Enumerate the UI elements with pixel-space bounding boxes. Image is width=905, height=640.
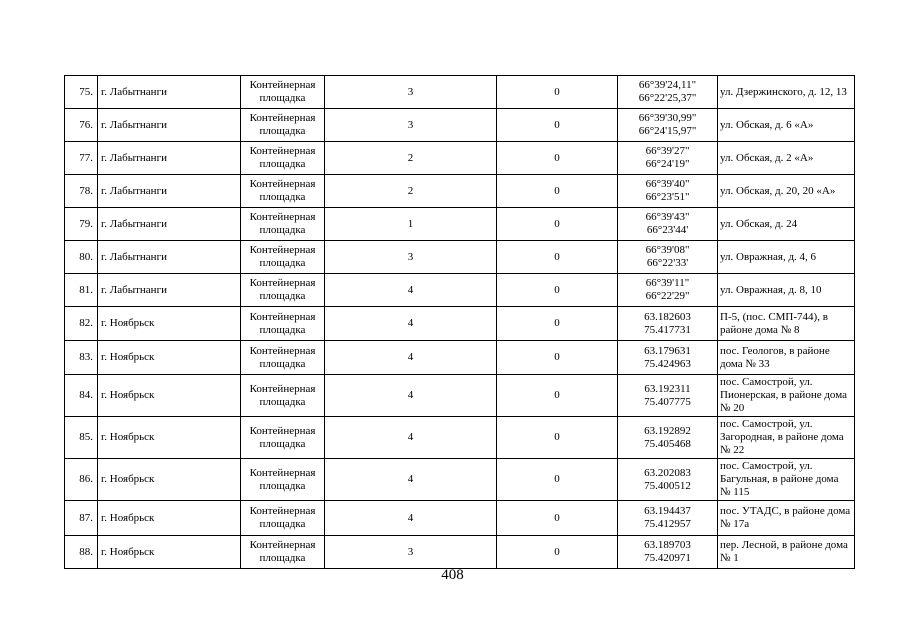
address-cell: [718, 175, 855, 208]
site-type: Контейнерная площадка: [249, 539, 316, 564]
secondary-count-cell: [497, 459, 618, 501]
coordinates-cell: [618, 208, 718, 241]
city-name: г. Ноябрьск: [101, 389, 155, 401]
coordinate-latitude: 66°39'24,11": [638, 79, 697, 91]
secondary-count: 0: [554, 431, 560, 443]
address-cell: [718, 536, 855, 569]
address-cell: [718, 501, 855, 536]
city-cell: [98, 109, 241, 142]
row-number: 80.: [79, 250, 93, 263]
table-row: [65, 375, 855, 417]
city-name: г. Лабытнанги: [101, 184, 167, 197]
row-number-cell: [65, 375, 98, 417]
address-text: пос. Самострой, ул. Пионерская, в районе дома № 20: [720, 376, 847, 414]
secondary-count: 0: [554, 118, 560, 131]
coordinate-latitude: 63.179631: [644, 344, 691, 357]
secondary-count-cell: [497, 274, 618, 307]
coordinates-cell: [618, 417, 718, 459]
container-count-cell: [325, 375, 497, 417]
container-count: 3: [407, 118, 414, 131]
container-count-cell: [325, 459, 497, 501]
secondary-count: 0: [554, 545, 560, 558]
row-number-cell: [65, 274, 98, 307]
coordinate-latitude: 63.189703: [644, 539, 691, 551]
site-type: Контейнерная площадка: [249, 424, 316, 450]
address-cell: [718, 375, 855, 417]
address-cell: [718, 241, 855, 274]
site-type: Контейнерная площадка: [249, 344, 316, 370]
secondary-count-cell: [497, 208, 618, 241]
address-text: пос. Самострой, ул. Багульная, в районе дома № 115: [720, 460, 839, 498]
table-row: [65, 307, 855, 341]
container-count-cell: [325, 109, 497, 142]
table-row: [65, 208, 855, 241]
city-cell: [98, 417, 241, 459]
container-count: 4: [407, 511, 414, 524]
site-type: Контейнерная площадка: [249, 310, 316, 336]
secondary-count: 0: [554, 85, 560, 98]
container-count: 4: [407, 351, 414, 363]
city-name: г. Лабытнанги: [101, 217, 167, 230]
secondary-count: 0: [554, 473, 560, 485]
container-count: 3: [407, 545, 414, 558]
container-count-cell: [325, 417, 497, 459]
address-cell: [718, 459, 855, 501]
coordinate-latitude: 66°39'40": [645, 178, 690, 190]
coordinates-cell: [618, 341, 718, 375]
address-cell: [718, 109, 855, 142]
site-type-cell: [241, 501, 325, 536]
row-number: 78.: [79, 184, 93, 197]
coordinates-cell: [618, 375, 718, 417]
container-count-cell: [325, 536, 497, 569]
address-text: ул. Обская, д. 6 «А»: [720, 118, 814, 131]
coordinates-cell: [618, 536, 718, 569]
row-number: 76.: [79, 118, 93, 131]
city-cell: [98, 501, 241, 536]
coordinate-longitude: 75.420971: [644, 552, 691, 564]
row-number: 86.: [79, 473, 93, 485]
row-number-cell: [65, 536, 98, 569]
secondary-count: 0: [554, 250, 560, 263]
row-number: 84.: [79, 389, 93, 401]
city-name: г. Ноябрьск: [101, 351, 155, 363]
coordinates-cell: [618, 459, 718, 501]
coordinates-cell: [618, 76, 718, 109]
row-number-cell: [65, 241, 98, 274]
city-cell: [98, 142, 241, 175]
secondary-count-cell: [497, 536, 618, 569]
container-count: 2: [407, 151, 414, 164]
site-type-cell: [241, 208, 325, 241]
city-cell: [98, 175, 241, 208]
coordinate-longitude: 75.417731: [644, 323, 691, 336]
row-number-cell: [65, 76, 98, 109]
container-sites-table: [64, 75, 855, 569]
address-cell: [718, 307, 855, 341]
container-count: 4: [407, 317, 414, 329]
coordinate-longitude: 66°24'15,97": [638, 125, 697, 137]
coordinate-latitude: 63.192311: [644, 382, 691, 395]
row-number-cell: [65, 208, 98, 241]
coordinates-cell: [618, 142, 718, 175]
city-cell: [98, 241, 241, 274]
container-count: 3: [407, 85, 414, 98]
site-type-cell: [241, 417, 325, 459]
city-name: г. Ноябрьск: [101, 511, 155, 524]
site-type-cell: [241, 241, 325, 274]
city-name: г. Лабытнанги: [101, 85, 167, 98]
coordinate-latitude: 63.202083: [644, 466, 691, 479]
container-count-cell: [325, 501, 497, 536]
coordinate-longitude: 75.412957: [644, 518, 691, 530]
city-cell: [98, 536, 241, 569]
secondary-count-cell: [497, 417, 618, 459]
secondary-count: 0: [554, 511, 560, 524]
row-number: 81.: [79, 283, 93, 296]
container-count: 4: [407, 389, 414, 401]
site-type-cell: [241, 536, 325, 569]
secondary-count: 0: [554, 317, 560, 329]
table-row: [65, 109, 855, 142]
city-cell: [98, 208, 241, 241]
site-type-cell: [241, 307, 325, 341]
table-row: [65, 417, 855, 459]
site-type: Контейнерная площадка: [249, 505, 316, 530]
coordinate-latitude: 63.182603: [644, 310, 691, 323]
secondary-count: 0: [554, 351, 560, 363]
address-text: пос. Геологов, в районе дома № 33: [720, 344, 830, 370]
address-text: ул. Овражная, д. 8, 10: [720, 283, 822, 296]
row-number-cell: [65, 417, 98, 459]
container-count: 2: [407, 184, 414, 197]
site-type-cell: [241, 274, 325, 307]
container-count: 3: [407, 250, 414, 263]
secondary-count-cell: [497, 341, 618, 375]
site-type-cell: [241, 175, 325, 208]
row-number-cell: [65, 109, 98, 142]
city-name: г. Лабытнанги: [101, 151, 167, 164]
secondary-count: 0: [554, 389, 560, 401]
coordinate-latitude: 66°39'08": [645, 244, 690, 256]
address-text: пос. Самострой, ул. Загородная, в районе дома № 22: [720, 418, 844, 456]
secondary-count: 0: [554, 151, 560, 164]
address-text: П-5, (пос. СМП-744), в районе дома № 8: [720, 310, 828, 336]
address-text: ул. Дзержинского, д. 12, 13: [720, 85, 847, 98]
site-type: Контейнерная площадка: [249, 466, 316, 492]
site-type: Контейнерная площадка: [249, 145, 316, 170]
table-row: [65, 459, 855, 501]
container-count-cell: [325, 142, 497, 175]
container-count-cell: [325, 341, 497, 375]
container-count-cell: [325, 274, 497, 307]
city-name: г. Ноябрьск: [101, 317, 155, 329]
site-type-cell: [241, 76, 325, 109]
city-cell: [98, 76, 241, 109]
address-cell: [718, 76, 855, 109]
coordinate-longitude: 66°24'19": [645, 158, 690, 170]
secondary-count: 0: [554, 283, 560, 296]
table-body: [65, 76, 855, 569]
coordinate-longitude: 66°23'44': [646, 224, 689, 236]
container-count-cell: [325, 76, 497, 109]
row-number-cell: [65, 142, 98, 175]
coordinate-longitude: 75.400512: [644, 479, 691, 492]
coordinates-cell: [618, 501, 718, 536]
coordinate-longitude: 75.424963: [644, 357, 691, 370]
table-row: [65, 142, 855, 175]
coordinates-cell: [618, 307, 718, 341]
coordinate-longitude: 66°23'51": [645, 191, 690, 203]
address-text: ул. Обская, д. 24: [720, 217, 798, 230]
container-count-cell: [325, 241, 497, 274]
secondary-count-cell: [497, 109, 618, 142]
coordinate-latitude: 66°39'27": [645, 145, 690, 157]
address-cell: [718, 417, 855, 459]
city-name: г. Ноябрьск: [101, 473, 155, 485]
address-text: ул. Обская, д. 20, 20 «А»: [720, 184, 836, 197]
container-count: 1: [407, 217, 414, 230]
address-cell: [718, 341, 855, 375]
row-number: 87.: [79, 511, 93, 524]
container-count-cell: [325, 175, 497, 208]
secondary-count-cell: [497, 241, 618, 274]
coordinate-latitude: 63.192892: [644, 424, 691, 437]
site-type: Контейнерная площадка: [249, 382, 316, 408]
table-row: [65, 241, 855, 274]
coordinates-cell: [618, 109, 718, 142]
city-cell: [98, 341, 241, 375]
city-name: г. Лабытнанги: [101, 118, 167, 131]
site-type-cell: [241, 459, 325, 501]
site-type-cell: [241, 109, 325, 142]
site-type: Контейнерная площадка: [249, 112, 316, 137]
row-number-cell: [65, 307, 98, 341]
coordinate-latitude: 66°39'43": [645, 211, 690, 223]
site-type-cell: [241, 142, 325, 175]
table-row: [65, 341, 855, 375]
coordinate-longitude: 75.407775: [644, 395, 691, 408]
address-cell: [718, 274, 855, 307]
city-name: г. Ноябрьск: [101, 431, 155, 443]
row-number: 88.: [79, 545, 93, 558]
secondary-count-cell: [497, 76, 618, 109]
city-cell: [98, 274, 241, 307]
secondary-count-cell: [497, 307, 618, 341]
table-row: [65, 536, 855, 569]
city-cell: [98, 375, 241, 417]
secondary-count-cell: [497, 501, 618, 536]
container-count-cell: [325, 208, 497, 241]
row-number: 82.: [79, 317, 93, 329]
coordinate-longitude: 66°22'29": [645, 290, 690, 302]
coordinate-latitude: 66°39'30,99": [638, 112, 697, 124]
coordinate-longitude: 75.405468: [644, 437, 691, 450]
row-number: 79.: [79, 217, 93, 230]
site-type-cell: [241, 341, 325, 375]
city-name: г. Ноябрьск: [101, 545, 155, 558]
container-count: 4: [407, 473, 414, 485]
city-cell: [98, 307, 241, 341]
site-type: Контейнерная площадка: [249, 277, 316, 302]
secondary-count-cell: [497, 142, 618, 175]
table-row: [65, 175, 855, 208]
site-type-cell: [241, 375, 325, 417]
coordinates-cell: [618, 241, 718, 274]
secondary-count-cell: [497, 375, 618, 417]
row-number: 83.: [79, 351, 93, 363]
row-number: 85.: [79, 431, 93, 443]
city-name: г. Лабытнанги: [101, 250, 167, 263]
row-number-cell: [65, 501, 98, 536]
address-cell: [718, 208, 855, 241]
row-number: 77.: [79, 151, 93, 164]
coordinate-latitude: 66°39'11": [645, 277, 690, 289]
secondary-count: 0: [554, 217, 560, 230]
address-cell: [718, 142, 855, 175]
site-type: Контейнерная площадка: [249, 79, 316, 104]
row-number-cell: [65, 175, 98, 208]
coordinate-latitude: 63.194437: [644, 505, 691, 517]
coordinates-cell: [618, 175, 718, 208]
container-count: 4: [407, 283, 414, 296]
site-type: Контейнерная площадка: [249, 211, 316, 236]
secondary-count: 0: [554, 184, 560, 197]
address-text: ул. Обская, д. 2 «А»: [720, 151, 814, 164]
coordinates-cell: [618, 274, 718, 307]
secondary-count-cell: [497, 175, 618, 208]
table-row: [65, 501, 855, 536]
city-cell: [98, 459, 241, 501]
row-number-cell: [65, 459, 98, 501]
container-count: 4: [407, 431, 414, 443]
address-text: пер. Лесной, в районе дома № 1: [720, 539, 848, 564]
address-text: пос. УТАДС, в районе дома № 17а: [720, 505, 851, 530]
table-row: [65, 274, 855, 307]
address-text: ул. Овражная, д. 4, 6: [720, 250, 817, 263]
row-number: 75.: [79, 85, 93, 98]
city-name: г. Лабытнанги: [101, 283, 167, 296]
coordinate-longitude: 66°22'25,37": [638, 92, 697, 104]
row-number-cell: [65, 341, 98, 375]
table-row: [65, 76, 855, 109]
site-type: Контейнерная площадка: [249, 178, 316, 203]
coordinate-longitude: 66°22'33': [646, 257, 689, 269]
container-count-cell: [325, 307, 497, 341]
page-number: 408: [441, 567, 464, 583]
site-type: Контейнерная площадка: [249, 244, 316, 269]
